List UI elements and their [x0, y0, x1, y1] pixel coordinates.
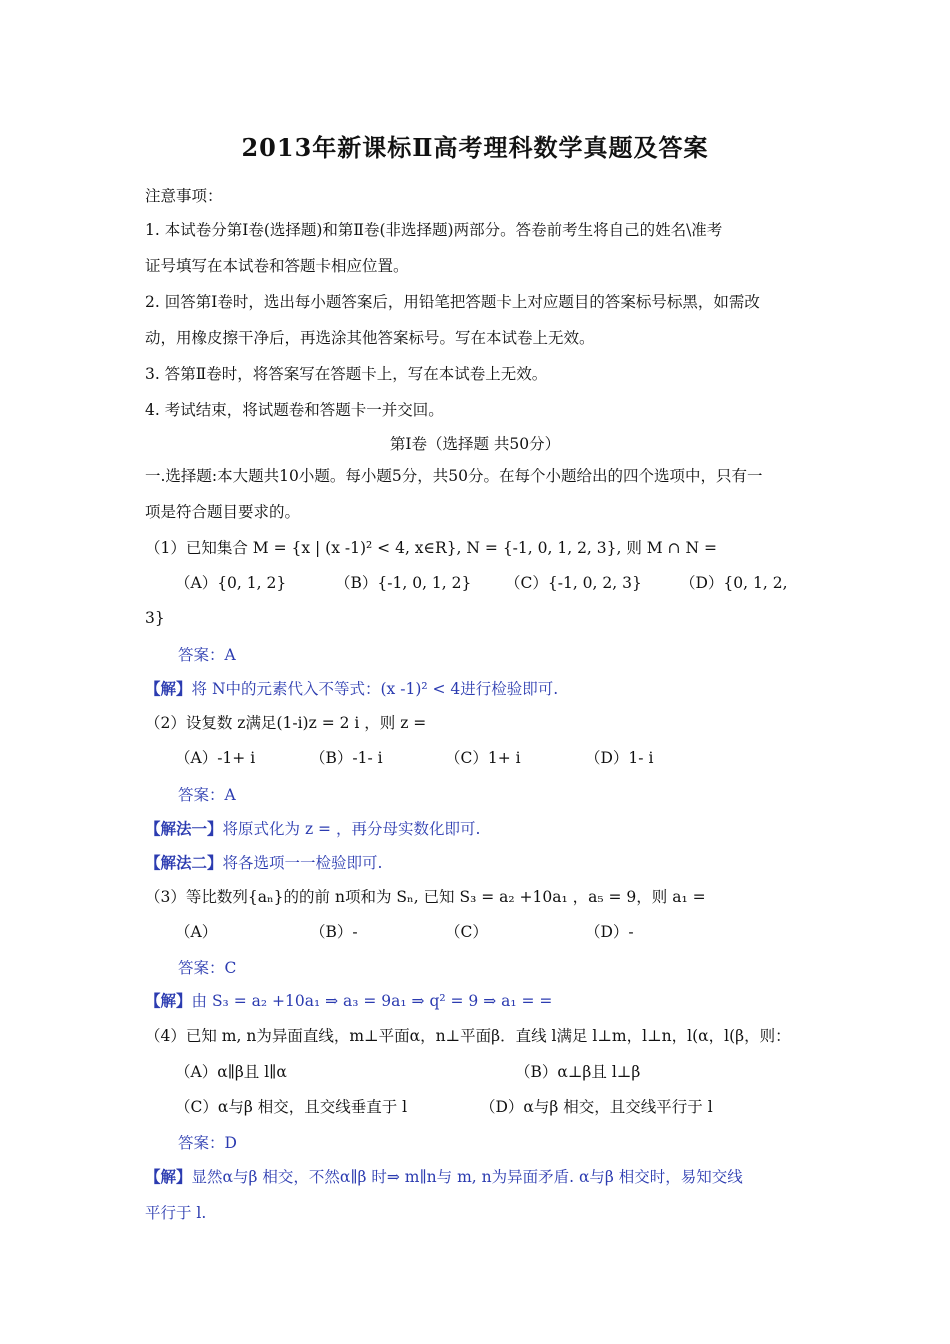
- q4-option-a: （A）α∥β且 l∥α: [175, 1063, 287, 1081]
- q2-option-d: （D）1- i: [585, 749, 654, 767]
- q4-stem: （4）已知 m, n为异面直线，m⊥平面α，n⊥平面β．直线 l满足 l⊥m，l⊥n，l(α，l(β，则：: [145, 1027, 791, 1045]
- q2-solution-1: [145, 819, 480, 839]
- q1-option-d: （D）{0, 1, 2,: [680, 574, 788, 592]
- q2-solution-1-label: 【解法一】: [145, 819, 223, 838]
- q2-solution-1-text: 将原式化为 z = ，再分母实数化即可.: [222, 820, 481, 838]
- q4-option-c: （C）α与β 相交，且交线垂直于 l: [175, 1098, 408, 1116]
- note-3: 3. 答第Ⅱ卷时，将答案写在答题卡上，写在本试卷上无效。: [145, 365, 548, 383]
- section-heading: 第Ⅰ卷（选择题 共50分）: [389, 435, 561, 453]
- q3-option-d: （D）-: [585, 923, 634, 941]
- note-2-line-1: 2. 回答第Ⅰ卷时，选出每小题答案后，用铅笔把答题卡上对应题目的答案标号标黑，如需改: [145, 293, 760, 311]
- q4-option-b: （B）α⊥β且 l⊥β: [515, 1063, 641, 1081]
- q4-answer: 答案：D: [178, 1134, 237, 1152]
- q2-option-a: （A）-1+ i: [175, 749, 256, 767]
- q1-answer: 答案：A: [178, 646, 236, 664]
- q3-solution-label: 【解】: [145, 991, 192, 1010]
- page-title: 2013年新课标Ⅱ高考理科数学真题及答案: [241, 133, 709, 162]
- note-1-line-1: 1. 本试卷分第Ⅰ卷(选择题)和第Ⅱ卷(非选择题)两部分。答卷前考生将自己的姓名\准考: [145, 221, 723, 239]
- q4-solution-text: 显然α与β 相交，不然α∥β 时⇒ m∥n与 m, n为异面矛盾. α与β 相交时，易知交线: [191, 1168, 743, 1186]
- q1-option-d-continued: 3}: [145, 609, 165, 627]
- note-4: 4. 考试结束，将试题卷和答题卡一并交回。: [145, 401, 444, 419]
- q4-solution-label: 【解】: [145, 1167, 192, 1186]
- intro-line-2: 项是符合题目要求的。: [145, 503, 301, 521]
- q2-option-c: （C）1+ i: [445, 749, 521, 767]
- intro-line-1: 一.选择题:本大题共10小题。每小题5分，共50分。在每个小题给出的四个选项中，只有一: [145, 467, 763, 485]
- q2-answer: 答案：A: [178, 786, 236, 804]
- q2-solution-2-text: 将各选项一一检验即可.: [222, 854, 383, 872]
- q4-solution-line-1: [145, 1167, 743, 1187]
- q1-option-b: （B）{-1, 0, 1, 2}: [335, 574, 472, 592]
- notes-heading: 注意事项：: [145, 187, 223, 205]
- q3-answer: 答案：C: [178, 959, 237, 977]
- q4-option-d: （D）α与β 相交，且交线平行于 l: [480, 1098, 713, 1116]
- q1-stem: （1）已知集合 M = {x | (x -1)² < 4, x∈R}, N = {-1, 0, 1, 2, 3}, 则 M ∩ N =: [145, 539, 717, 557]
- q3-solution-text: 由 S₃ = a₂ +10a₁ ⇒ a₃ = 9a₁ ⇒ q² = 9 ⇒ a₁ = =: [191, 992, 553, 1010]
- q1-solution-text: 将 N中的元素代入不等式：(x -1)² < 4进行检验即可.: [191, 680, 559, 698]
- q2-stem: （2）设复数 z满足(1-i)z = 2 i ，则 z =: [145, 714, 427, 732]
- note-2-line-2: 动，用橡皮擦干净后，再选涂其他答案标号。写在本试卷上无效。: [145, 329, 595, 347]
- q3-option-a: （A）: [175, 923, 218, 941]
- q2-solution-2-label: 【解法二】: [145, 853, 223, 872]
- q1-solution-label: 【解】: [145, 679, 192, 698]
- q2-option-b: （B）-1- i: [310, 749, 383, 767]
- q2-solution-2: [145, 853, 382, 873]
- q1-option-c: （C）{-1, 0, 2, 3}: [505, 574, 642, 592]
- q4-solution-line-2: 平行于 l.: [145, 1204, 207, 1222]
- q3-option-c: （C）: [445, 923, 488, 941]
- q3-stem: （3）等比数列{aₙ}的的前 n项和为 Sₙ, 已知 S₃ = a₂ +10a₁ ，a₅ = 9，则 a₁ =: [145, 888, 706, 906]
- note-1-line-2: 证号填写在本试卷和答题卡相应位置。: [145, 257, 409, 275]
- q3-solution: [145, 991, 552, 1011]
- q3-option-b: （B）-: [310, 923, 358, 941]
- q1-solution: [145, 679, 558, 699]
- q1-option-a: （A）{0, 1, 2}: [175, 574, 287, 592]
